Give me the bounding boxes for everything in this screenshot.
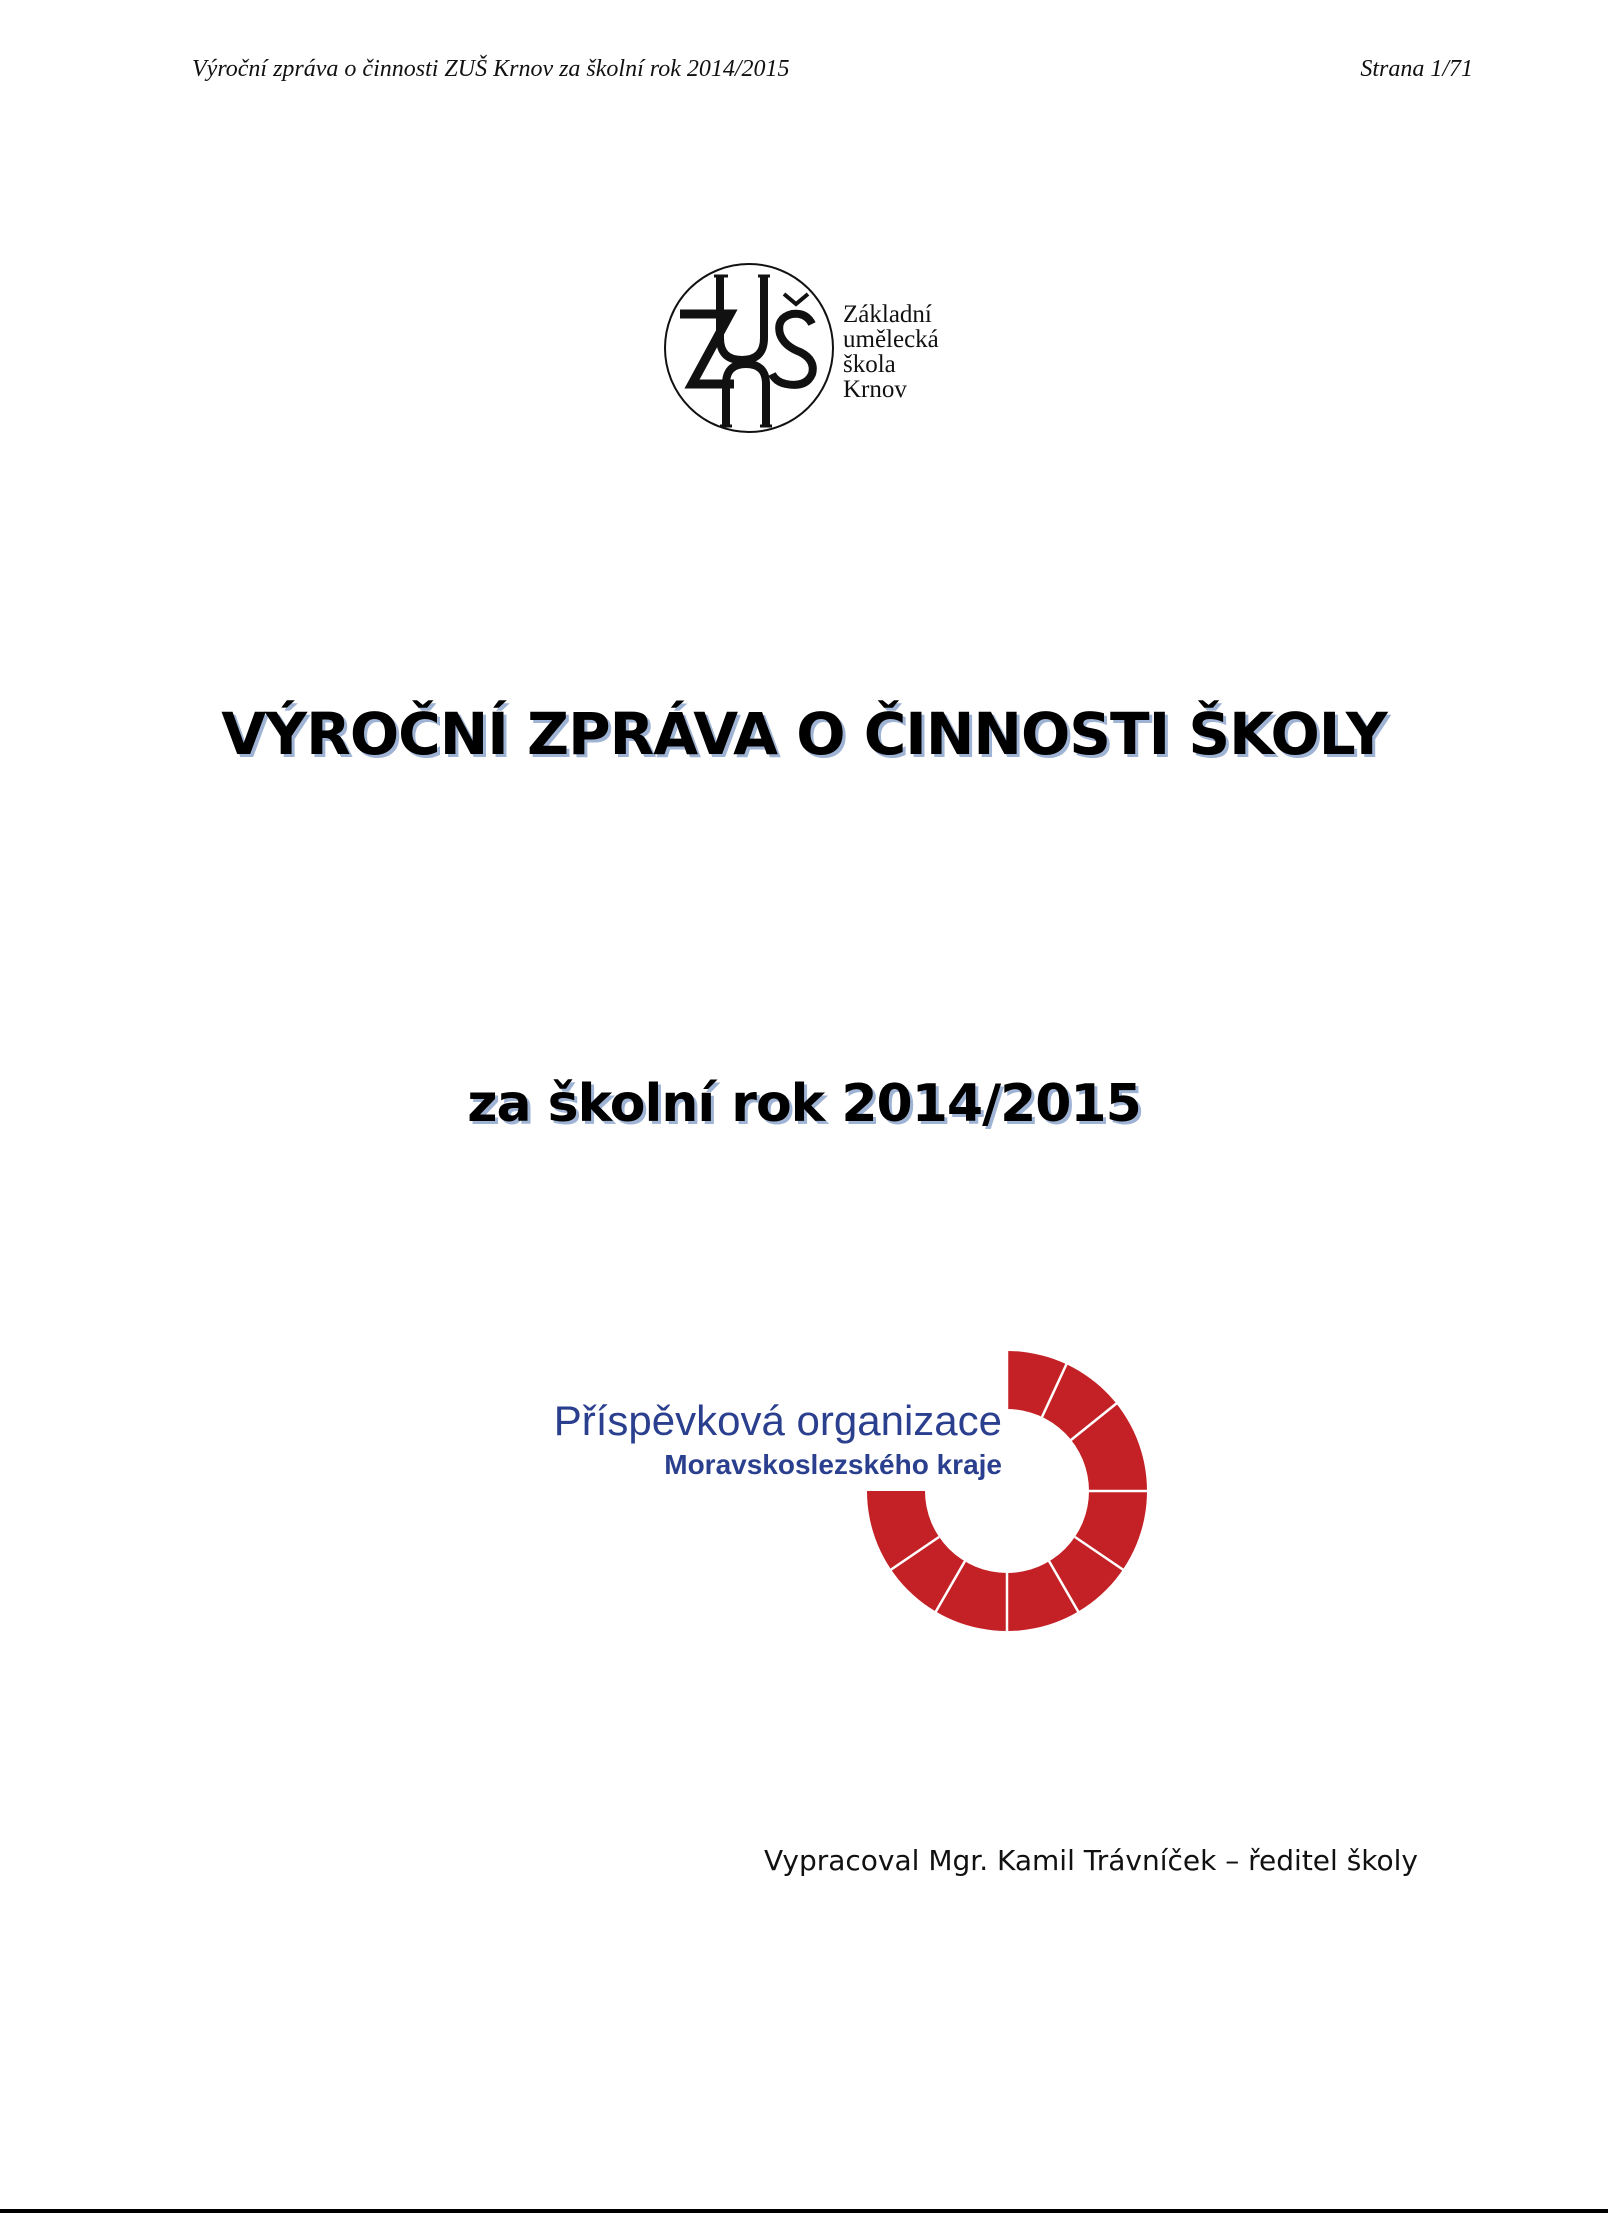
org-logo [495, 1345, 1155, 1645]
running-header-page-number: Strana 1/71 [1360, 56, 1473, 82]
school-logo-text [843, 302, 939, 402]
running-header-title: Výroční zpráva o činnosti ZUŠ Krnov za školní rok 2014/2015 [192, 56, 790, 82]
document-subtitle: za školní rok 2014/2015 [467, 1074, 1141, 1134]
school-logo-line: Základní [843, 301, 932, 328]
org-logo-line2: Moravskoslezského kraje [664, 1449, 1002, 1480]
school-logo [662, 258, 962, 438]
author-line: Vypracoval Mgr. Kamil Trávníček – ředitel školy [763, 1844, 1418, 1877]
page-bottom-rule [0, 2209, 1608, 2213]
document-title: VÝROČNÍ ZPRÁVA O ČINNOSTI ŠKOLY [221, 700, 1387, 768]
school-logo-line: škola [843, 351, 896, 378]
school-logo-emblem [662, 258, 842, 438]
school-logo-line: umělecká [843, 326, 939, 353]
school-logo-line: Krnov [843, 376, 907, 403]
org-logo-line1: Příspěvková organizace [553, 1397, 1002, 1444]
org-logo-ring [495, 1345, 1155, 1645]
